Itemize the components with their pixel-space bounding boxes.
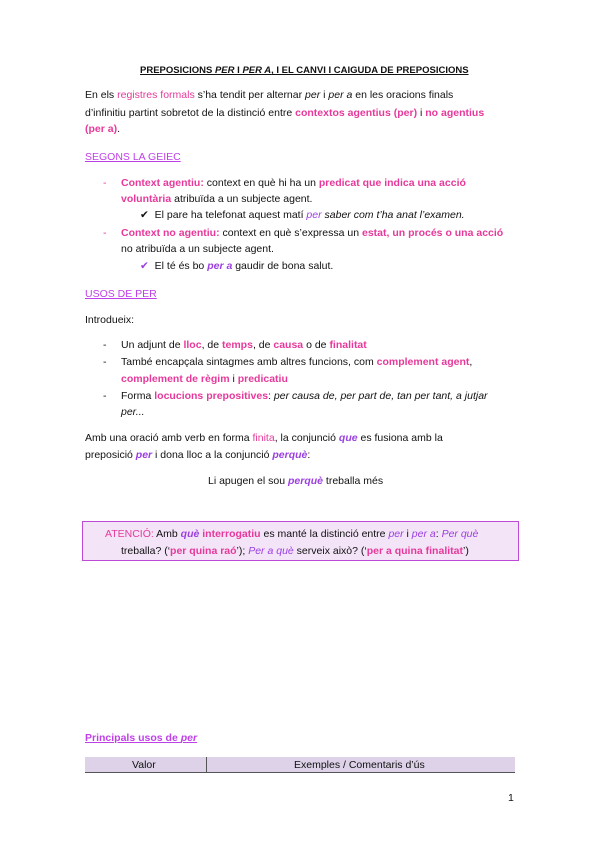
- centered-example: [208, 474, 383, 488]
- usos-item-2-text: [121, 355, 472, 369]
- text: ’);: [236, 545, 249, 557]
- table-column-divider: [206, 757, 207, 772]
- title-part: PREPOSICIONS: [140, 65, 215, 76]
- dash: -: [103, 390, 107, 402]
- usos-item-3-text: [121, 389, 488, 403]
- text: ,: [469, 356, 473, 368]
- table-col-valor: Valor: [132, 759, 156, 771]
- text: Amb: [153, 528, 181, 540]
- page-title: [140, 64, 469, 78]
- highlight: per: [306, 209, 322, 221]
- text: context en què s’expressa un: [219, 227, 362, 239]
- highlight: locucions prepositives: [154, 390, 269, 402]
- highlight: complement de règim: [121, 373, 230, 385]
- principals-heading: [85, 731, 197, 745]
- text: preposició: [85, 449, 136, 461]
- geiec-example-1: [140, 208, 465, 222]
- highlight: temps: [222, 339, 253, 351]
- usos-item-1: [103, 338, 107, 352]
- highlight: predicat que indica una acció: [318, 177, 466, 189]
- usos-item-1-text: [121, 338, 367, 352]
- dash: -: [103, 177, 107, 189]
- highlight: no agentius: [425, 107, 485, 119]
- highlight: perquè: [287, 475, 323, 487]
- text: i: [320, 89, 329, 101]
- check-icon: ✔: [140, 209, 149, 221]
- text: per causa de, per part de, tan per tant, a jutjar: [273, 390, 488, 402]
- text: en les oracions finals: [352, 89, 454, 101]
- text: saber com t’ha anat l’examen.: [321, 209, 465, 221]
- highlight: per: [135, 449, 153, 461]
- attention-line-1: [105, 527, 478, 541]
- highlight: complement agent: [376, 356, 470, 368]
- highlight: Context no agentiu:: [121, 227, 220, 239]
- highlight: estat, un procés o una acció: [362, 227, 504, 239]
- text: Principals usos de: [85, 732, 181, 744]
- highlight: que: [338, 432, 358, 444]
- highlight: registres formals: [117, 89, 195, 101]
- text: , de: [252, 339, 274, 351]
- highlight: per: [388, 528, 404, 540]
- highlight: Per a què: [248, 545, 294, 557]
- finita-line-2: [85, 448, 310, 462]
- text: context en què hi ha un: [203, 177, 319, 189]
- intro-line-3: [85, 122, 120, 136]
- text: i dona lloc a la conjunció: [152, 449, 273, 461]
- highlight: finalitat: [329, 339, 367, 351]
- section-heading-usos: USOS DE PER: [85, 288, 157, 300]
- intro-line-1: [85, 88, 453, 102]
- title-part: I: [234, 65, 243, 76]
- geiec-example-2: [140, 259, 333, 273]
- geiec-item-2-text: [121, 226, 503, 240]
- usos-item-2: [103, 355, 107, 369]
- geiec-item-1-text: [121, 176, 466, 190]
- highlight: perquè: [272, 449, 308, 461]
- table-col-exemples: Exemples / Comentaris d’ús: [294, 759, 425, 771]
- text: En els: [85, 89, 118, 101]
- highlight: interrogatiu: [199, 528, 261, 540]
- text: es fusiona amb la: [357, 432, 443, 444]
- highlight: per a: [207, 260, 233, 272]
- text: o de: [303, 339, 330, 351]
- text: :: [435, 528, 442, 540]
- usos-item-2-text-2: [121, 372, 288, 386]
- text: gaudir de bona salut.: [232, 260, 334, 272]
- text: atribuïda a un subjecte agent.: [171, 193, 313, 205]
- text: Amb una oració amb verb en forma: [85, 432, 253, 444]
- page-number: 1: [508, 792, 514, 804]
- usos-item-3-text-2: per...: [121, 406, 145, 418]
- highlight: per a quina finalitat: [366, 545, 463, 557]
- text: no atribuïda a un subjecte agent.: [121, 243, 274, 255]
- text: per: [305, 89, 321, 101]
- text: i: [403, 528, 412, 540]
- highlight: Per què: [441, 528, 479, 540]
- text: , de: [201, 339, 222, 351]
- title-part: PER: [214, 65, 235, 76]
- text: s’ha tendit per alternar: [194, 89, 306, 101]
- highlight: finita: [252, 432, 275, 444]
- highlight: ATENCIÓ:: [105, 528, 154, 540]
- highlight: contextos agentius (per): [295, 107, 418, 119]
- text: per: [180, 732, 198, 744]
- text: d’infinitiu partint sobretot de la distinció entre: [85, 107, 296, 119]
- title-part: PER A: [242, 65, 272, 76]
- text: , la conjunció: [274, 432, 339, 444]
- intro-line-2: [85, 106, 484, 120]
- attention-line-2: [121, 544, 469, 558]
- geiec-item-2: [103, 226, 107, 240]
- text: Un adjunt de: [121, 339, 184, 351]
- text: Li apugen el sou: [208, 475, 288, 487]
- text: :: [307, 449, 311, 461]
- highlight: voluntària: [121, 193, 172, 205]
- text: per a: [328, 89, 353, 101]
- geiec-item-2-text-2: [121, 242, 274, 256]
- text: També encapçala sintagmes amb altres funcions, com: [121, 356, 377, 368]
- highlight: què: [180, 528, 200, 540]
- highlight: causa: [273, 339, 304, 351]
- text: serveix això? (‘: [293, 545, 367, 557]
- text: i: [417, 107, 426, 119]
- text: es manté la distinció entre: [260, 528, 389, 540]
- dash: -: [103, 339, 107, 351]
- highlight: per a: [411, 528, 436, 540]
- highlight: Context agentiu:: [121, 177, 204, 189]
- text: treballa? (‘: [121, 545, 171, 557]
- dash: -: [103, 227, 107, 239]
- highlight: lloc: [183, 339, 202, 351]
- title-part: , I EL CANVI I CAIGUDA DE PREPOSICIONS: [271, 65, 469, 76]
- geiec-item-1: [103, 176, 107, 190]
- usos-item-3: [103, 389, 107, 403]
- text: i: [229, 373, 238, 385]
- text: :: [268, 390, 274, 402]
- text: El pare ha telefonat aquest matí: [154, 209, 307, 221]
- text: ’): [462, 545, 469, 557]
- highlight: predicatiu: [237, 373, 288, 385]
- dash: -: [103, 356, 107, 368]
- text: El té és bo: [154, 260, 208, 272]
- text: .: [117, 123, 121, 135]
- highlight: per quina raó: [170, 545, 237, 557]
- section-heading-geiec: SEGONS LA GEIEC: [85, 151, 181, 163]
- finita-line-1: [85, 431, 443, 445]
- check-icon: ✔: [140, 260, 149, 272]
- text: Forma: [121, 390, 155, 402]
- geiec-item-1-text-2: [121, 192, 312, 206]
- text: treballa més: [323, 475, 384, 487]
- highlight: (per a): [85, 123, 118, 135]
- introdueix-label: Introdueix:: [85, 314, 135, 326]
